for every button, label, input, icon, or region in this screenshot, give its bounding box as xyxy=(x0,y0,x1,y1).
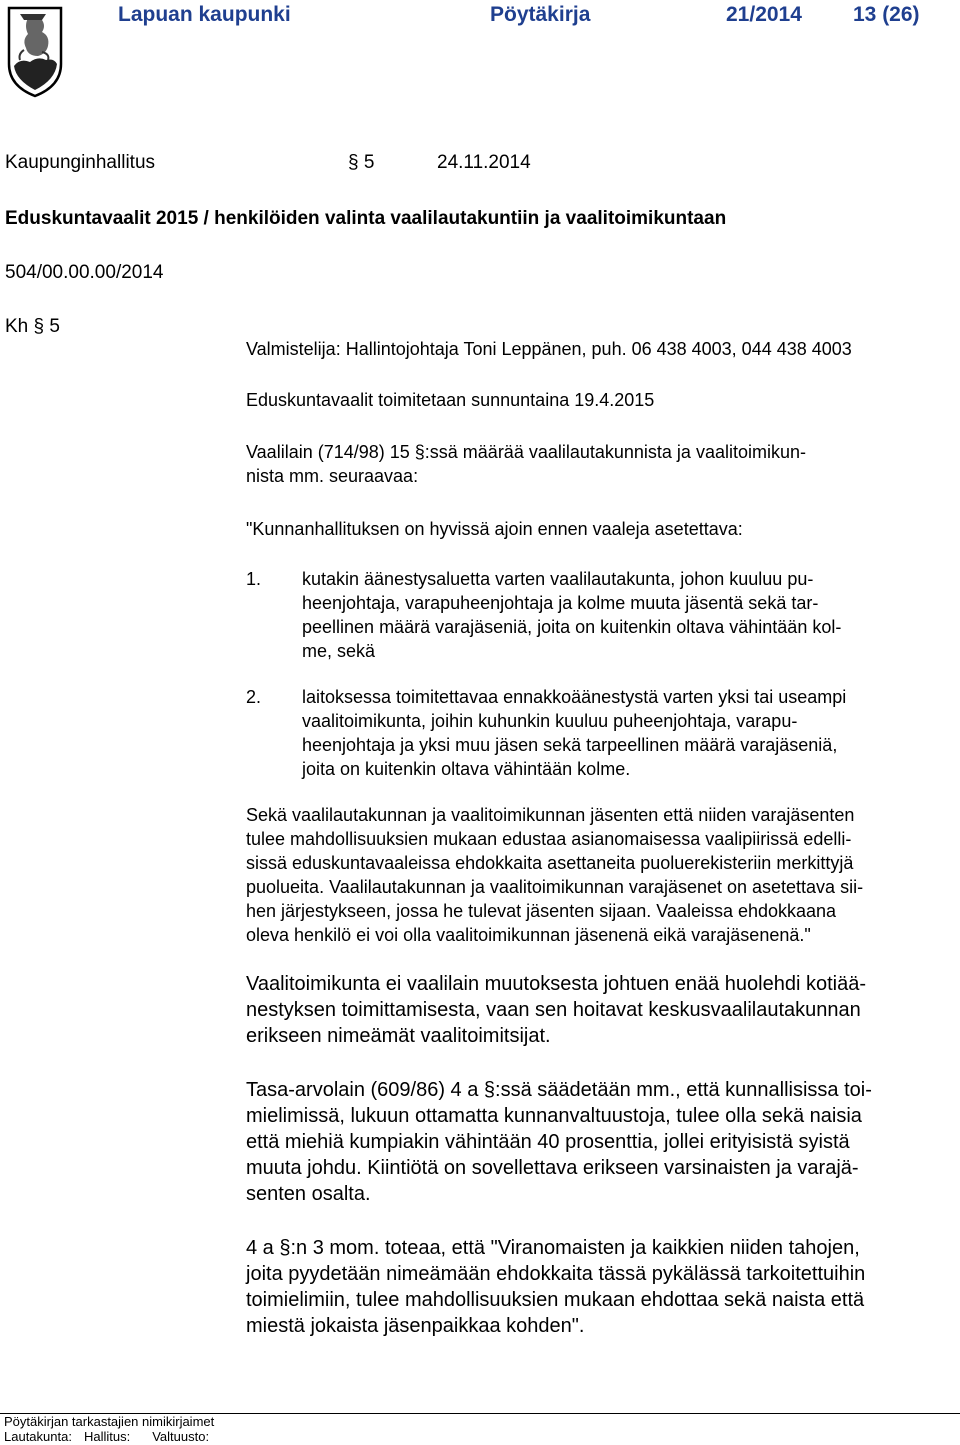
text-line: Tasa-arvolain (609/86) 4 a §:ssä säädetään mm., että kunnallisissa toi- xyxy=(246,1079,872,1101)
text-line: puolueita. Vaalilautakunnan ja vaalitoimikunnan varajäsenet on asetettava sii- xyxy=(246,877,864,897)
election-date: Eduskuntavaalit toimitetaan sunnuntaina 19.4.2015 xyxy=(246,390,655,410)
text-line: miestä jokaista jäsenpaikkaa kohden". xyxy=(246,1315,585,1337)
paragraph xyxy=(246,971,946,1049)
text-line: hen järjestykseen, jossa he tulevat jäsenten sijaan. Vaaleissa ehdokkaana xyxy=(246,901,837,921)
list-item xyxy=(302,685,942,781)
text-line: nestyksen toimittamisesta, vaan sen hoitavat keskusvaalilautakunnan xyxy=(246,999,861,1021)
meeting-date: 24.11.2014 xyxy=(437,152,531,173)
meeting-section: § 5 xyxy=(348,152,375,173)
text-line: joita pyydetään nimeämään ehdokkaita tässä pykälässä tarkoitettuihin xyxy=(246,1263,866,1285)
text-line: peellinen määrä varajäseniä, joita on kuitenkin oltava vähintään kol- xyxy=(302,617,842,637)
page-number: 13 (26) xyxy=(853,3,920,26)
text-line: oleva henkilö ei voi olla vaalitoimikunnan jäsenenä eikä varajäsenenä." xyxy=(246,925,811,945)
text-line: nista mm. seuraavaa: xyxy=(246,466,419,486)
doc-type: Pöytäkirja xyxy=(490,3,591,26)
text-line: muuta johdu. Kiintiötä on sovellettava erikseen varsinaisten ja varajä- xyxy=(246,1157,859,1179)
text-line: mielimissä, lukuun ottamatta kunnanvaltuustoja, tulee olla sekä naisia xyxy=(246,1105,862,1127)
quote-intro: "Kunnanhallituksen on hyvissä ajoin ennen vaaleja asetettava: xyxy=(246,519,743,539)
coat-of-arms-icon xyxy=(6,6,64,98)
org-name: Lapuan kaupunki xyxy=(118,3,291,26)
text-line: Vaalilain (714/98) 15 §:ssä määrää vaalilautakunnista ja vaalitoimikun- xyxy=(246,442,806,462)
text-line: että miehiä kumpiakin vähintään 40 prosenttia, jollei erityisistä syistä xyxy=(246,1131,850,1153)
page-title: Eduskuntavaalit 2015 / henkilöiden valinta vaalilautakuntiin ja vaalitoimikuntaan xyxy=(5,208,727,229)
text-line: vaalitoimikunta, joihin kuhunkin kuuluu puheenjohtaja, varapu- xyxy=(302,711,798,731)
text-line: sissä eduskuntavaaleissa ehdokkaita asettaneita puoluerekisteriin merkittyjä xyxy=(246,853,854,873)
list-item-number: 2. xyxy=(246,687,262,707)
kh-section: Kh § 5 xyxy=(5,316,60,337)
text-line: joita on kuitenkin oltava vähintään kolme. xyxy=(302,759,631,779)
law-reference xyxy=(246,440,946,488)
text-line: 4 a §:n 3 mom. toteaa, että "Viranomaisten ja kaikkien niiden tahojen, xyxy=(246,1237,860,1259)
paragraph xyxy=(246,803,946,947)
text-line: tulee mahdollisuuksien mukaan edustaa asianomaisessa vaalipiirissä edelli- xyxy=(246,829,852,849)
preparer: Valmistelija: Hallintojohtaja Toni Leppänen, puh. 06 438 4003, 044 438 4003 xyxy=(246,339,852,359)
list-item xyxy=(302,567,942,663)
text-line: Sekä vaalilautakunnan ja vaalitoimikunnan jäsenten että niiden varajäsenten xyxy=(246,805,855,825)
footer-signatures xyxy=(4,1429,209,1445)
meeting-body: Kaupunginhallitus xyxy=(5,152,156,173)
text-line: kutakin äänestysaluetta varten vaalilautakunta, johon kuuluu pu- xyxy=(302,569,814,589)
text-line: erikseen nimeämät vaalitoimitsijat. xyxy=(246,1025,551,1047)
text-line: me, sekä xyxy=(302,641,376,661)
footer-title: Pöytäkirjan tarkastajien nimikirjaimet xyxy=(4,1414,215,1429)
text-line: Vaalitoimikunta ei vaalilain muutoksesta johtuen enää huolehdi kotiää- xyxy=(246,973,867,995)
footer-lautakunta: Lautakunta: xyxy=(4,1429,72,1444)
footer-hallitus: Hallitus: xyxy=(83,1429,131,1444)
reference-number: 504/00.00.00/2014 xyxy=(5,262,164,283)
text-line: heenjohtaja ja yksi muu jäsen sekä tarpeellinen määrä varajäseniä, xyxy=(302,735,838,755)
text-line: senten osalta. xyxy=(246,1183,371,1205)
text-line: laitoksessa toimitettavaa ennakkoäänestystä varten yksi tai useampi xyxy=(302,687,847,707)
doc-number: 21/2014 xyxy=(726,3,802,26)
footer-valtuusto: Valtuusto: xyxy=(152,1429,210,1444)
paragraph xyxy=(246,1235,946,1339)
list-item-number: 1. xyxy=(246,569,262,589)
text-line: heenjohtaja, varapuheenjohtaja ja kolme muuta jäsentä sekä tar- xyxy=(302,593,819,613)
paragraph xyxy=(246,1077,946,1207)
text-line: toimielimiin, tulee mahdollisuuksien mukaan ehdottaa sekä naista että xyxy=(246,1289,865,1311)
